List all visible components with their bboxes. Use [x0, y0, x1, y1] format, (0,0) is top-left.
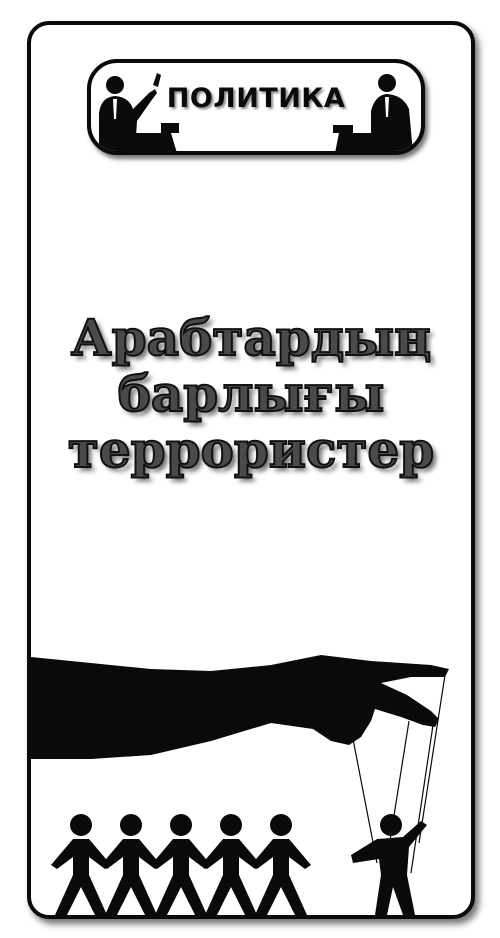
paper-doll-chain-icon: [51, 814, 311, 915]
headline-line-1: Арабтардың: [70, 308, 432, 367]
marionette-figure-icon: [351, 814, 427, 915]
poster-card: [27, 21, 475, 919]
headline-line-3: террористер: [67, 420, 435, 479]
headline-line-2: барлығы: [117, 364, 385, 423]
category-label: ПОЛИТИКА: [166, 83, 346, 114]
category-banner: [87, 59, 425, 155]
puppeteer-illustration: [31, 625, 471, 915]
puppeteer-hand-icon: [31, 655, 449, 759]
headline: [41, 310, 461, 478]
